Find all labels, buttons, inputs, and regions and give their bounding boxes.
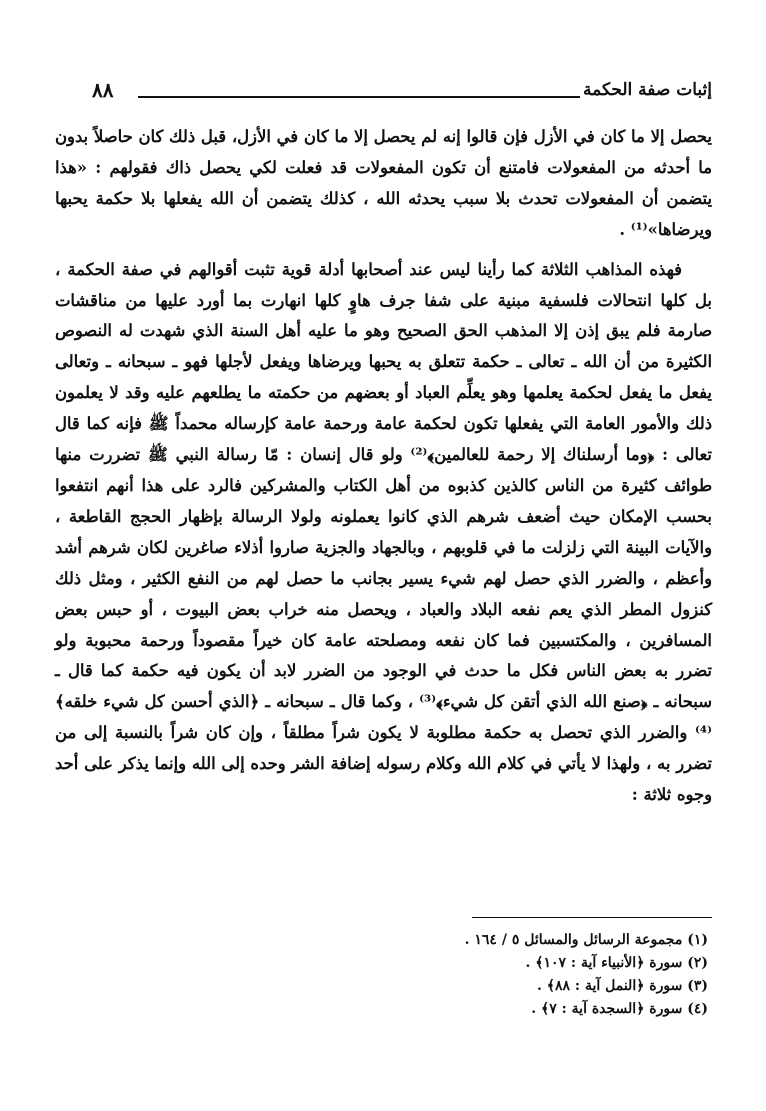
running-header: [92, 78, 712, 108]
footnote-3: (٣) سورة ﴿النمل آية : ٨٨﴾ .: [537, 978, 708, 994]
main-text: [55, 122, 712, 811]
footnote-2: (٢) سورة ﴿الأنبياء آية : ١٠٧﴾ .: [525, 955, 708, 971]
footnote-4: (٤) سورة ﴿السجدة آية : ٧﴾ .: [531, 1001, 708, 1017]
paragraph-1: يحصل إلا ما كان في الأزل فإن قالوا إنه لم يحصل إلا ما كان في الأزل، قبل ذلك كان حاصلاً بدون ما أحدثه من المفعولات فامتنع أن تكون المفعولات قد فعلت لكي يحصل ذاك فقولهم : «هذا يتضمن أن المفعولات تحدث بلا سبب يحدثه الله ، كذلك يتضمن أن الله يفعلها بلا حكمة يحبها ويرضاها»⁽¹⁾ .: [55, 127, 712, 239]
page-number: ٨٨: [92, 78, 114, 102]
footnotes: [68, 929, 708, 1021]
footnote-separator: [472, 917, 712, 918]
running-title: إثبات صفة الحكمة: [583, 80, 712, 100]
paragraph-2: فهذه المذاهب الثلاثة كما رأينا ليس عند أصحابها أدلة قوية تثبت أقوالهم في صفة الحكمة ، بل كلها انتحالات فلسفية مبنية على شفا جرف هاوٍ كلها انهارت بما أورد عليها من مناقشات صارمة فلم يبق إذن إلا المذهب الحق الصحيح وهو ما عليه أهل السنة الذي شهدت له النصوص الكثيرة من أن الله ـ تعالى ـ حكمة تتعلق به يحبها ويرضاها ويفعل لأجلها فهو ـ سبحانه ـ وتعالى يفعل ما يفعل لحكمة يعلمها وهو يعلِّم العباد أو بعضهم من حكمته ما يطلعهم عليه وقد لا يعلمون ذلك والأمور العامة التي يفعلها تكون لحكمة عامة ورحمة عامة كإرساله محمداً ﷺ فإنه كما قال تعالى : ﴿وما أرسلناك إلا رحمة للعالمين﴾⁽²⁾ ولو قال إنسان : مّا رسالة النبي ﷺ تضررت منها طوائف كثيرة من الناس كالذين كذبوه من أهل الكتاب والمشركين فالرد على هذا أنهم انتفعوا بحسب الإمكان حيث أضعف شرهم الذي كانوا يعملونه ولولا الرسالة بإظهار الحجج القاطعة ، والآيات البينة التي زلزلت ما في قلوبهم ، وبالجهاد والجزية صاروا أذلاء صاغرين لكان شرهم أشد وأعظم ، والضرر الذي حصل لهم شيء يسير بجانب ما حصل لهم من النفع الكثير ، ومثل ذلك كنزول المطر الذي يعم نفعه البلاد والعباد ، ويحصل منه خراب بعض البيوت ، أو حبس بعض المسافرين ، والمكتسبين فما كان نفعه ومصلحته عامة كان خيراً مقصوداً ورحمة محبوبة ولو تضرر به بعض الناس فكل ما حدث في الوجود من الضرر لابد أن يكون فيه حكمة كما قال ـ سبحانه ـ ﴿صنع الله الذي أتقن كل شيء﴾⁽³⁾ ، وكما قال ـ سبحانه ـ ﴿الذي أحسن كل شيء خلقه﴾⁽⁴⁾ والضرر الذي تحصل به حكمة مطلوبة لا يكون شراً مطلقاً ، وإن كان شراً بالنسبة إلى من تضرر به ، ولهذا لا يأتي في كلام الله وكلام رسوله إضافة الشر وحده إلى الله وإنما يذكر على أحد وجوه ثلاثة :: [55, 259, 712, 805]
header-rule: [138, 96, 580, 98]
footnote-1: (١) مجموعة الرسائل والمسائل ٥ / ١٦٤ .: [464, 932, 708, 948]
